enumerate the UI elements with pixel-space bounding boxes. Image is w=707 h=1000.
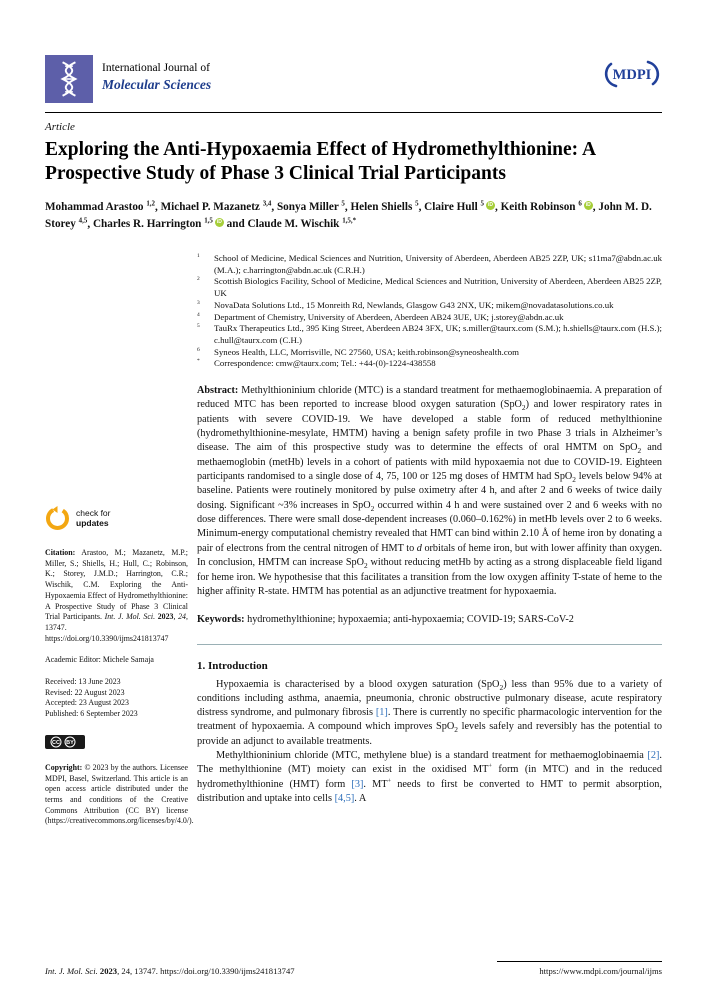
check-updates-label: check for updates — [76, 508, 111, 528]
affiliation: $^6$ Syneos Health, LLC, Morrisville, NC 27560, USA; keith.robinson@syneoshealth.com — [197, 346, 519, 357]
affiliation-list — [197, 253, 662, 370]
date-accepted: Accepted: 23 August 2023 — [45, 698, 129, 708]
citation-ref[interactable]: [3] — [351, 778, 364, 790]
citation-ref[interactable]: [2] — [647, 750, 660, 762]
dna-icon — [53, 61, 85, 97]
affiliation: $^3$ NovaData Solutions Ltd., 15 Monreith Rd, Newlands, Glasgow G43 2NX, UK; mikem@novadatasolutions.co.uk — [197, 299, 614, 310]
footer-year: 2023 — [97, 966, 118, 976]
author: Charles R. Harrington $^{1,5}$ iD — [92, 215, 222, 230]
journal-name — [102, 62, 211, 93]
author: Claire Hull $^5$ iD — [424, 199, 493, 213]
by-icon-text: BY — [66, 740, 74, 747]
affiliation: $^1$ School of Medicine, Medical Sciences and Nutrition, University of Aberdeen, Aberdeen AB25 2ZP, UK; s11ma7@abdn.ac.uk (M.A.); c.harrington@abdn.ac.uk (C.R.H.) — [197, 253, 662, 275]
date-received: Received: 13 June 2023 — [45, 677, 121, 687]
citation-authors: Arastoo, M.; Mazanetz, M.P.; Miller, S.; Shiells, H.; Hull, C.; Robinson, K.; Storey, J.M.D.; Harrington, C.R.; Wischik, C.M. — [45, 548, 188, 590]
footer-journal: Int. J. Mol. Sci. — [45, 966, 98, 976]
abstract-text: Methylthioninium chloride (MTC) is a standard treatment for methaemoglobinaemia. A preparation of reduced MTC has been reported to increase blood oxygen saturation (SpO$_2$) and lower respiratory rates in patients with severe COVID-19. We have developed a stable form of reduced methylthionine (hydromethylthionine-mesylate, HMTM) having a benign safety profile in two Phase 3 trials in Alzheimer’s disease. The aim of this prospective study was to determine the effects of oral HMTM on SpO$_2$ and methaemoglobin (metHb) levels in a cohort of patients with mild hypoxaemia not due to COVID-19. Eighteen participants randomised to a single dose of 4, 75, 100 or 125 mg doses of HMTM had SpO$_2$ levels below 94% at baseline. Patients were routinely monitored by pulse oximetry after 4 h, and after 2 and 6 weeks of twice daily dosing. Significant ~3% increases in SpO$_2$ occurred within 4 h and were sustained over 2 and 6 weeks with no dose differences. There were small dose-dependent increases (0.060–0.162%) in metHb levels over 2 to 6 weeks. Minimum-energy computational chemistry revealed that HMT can bind within 2.10 Å of heme iron by donating a pair of electrons from the central nitrogen of HMT to d orbitals of heme iron, but with lower affinity than oxygen. In conclusion, HMTM can increase SpO$_2$ without reducing metHb by acting as a strong displaceable field ligand for heme iron. We hypothesise that this facilitates a transition from the low oxygen affinity T-state of heme to the higher affinity R-state. HMTM has potential as an adjunctive treatment for hypoxaemia. — [197, 385, 663, 597]
header-divider — [45, 112, 662, 113]
affiliation: $^5$ TauRx Therapeutics Ltd., 395 King Street, Aberdeen AB24 3FX, UK; s.miller@taurx.com (S.M.); h.shiells@taurx.com (H.S.); c.hull@taurx.com (C.H.) — [197, 323, 662, 345]
abstract-label: Abstract: — [197, 385, 239, 397]
keywords-section — [197, 613, 662, 627]
footer-citation — [45, 966, 295, 976]
author: Mohammad Arastoo $^{1,2}$ — [45, 199, 155, 213]
date-published: Published: 6 September 2023 — [45, 709, 138, 719]
mdpi-logo[interactable] — [602, 58, 662, 95]
author: Helen Shiells $^5$ — [350, 199, 419, 213]
orcid-icon[interactable]: iD — [216, 218, 222, 225]
author-list: Mohammad Arastoo $^{1,2}$, Michael P. Mazanetz $^{3,4}$, Sonya Miller $^5$, Helen Shiells $^5$, Claire Hull $^5$ iD , Keith Robinson $^6$ iD , John M. D. Storey $^{4,5}$, Charles R. Harrington $^{1,5}$ iD and Claude M. Wischik $^{1,5,*}$ — [45, 199, 652, 230]
check-updates-icon — [45, 506, 70, 531]
footer-journal-url[interactable]: https://www.mdpi.com/journal/ijms — [539, 966, 662, 976]
date-revised: Revised: 22 August 2023 — [45, 687, 125, 697]
affiliation: $^2$ Scottish Biologics Facility, School of Medicine, Medical Sciences and Nutrition, University of Aberdeen, Aberdeen AB25 2ZP, UK — [197, 276, 662, 299]
cc-by-badge[interactable] — [45, 735, 188, 754]
journal-name-line1: International Journal of — [102, 62, 210, 74]
page-title: Exploring the Anti-Hypoxaemia Effect of Hydromethylthionine: A Prospective Study of Phase 3 Clinical Trial Participants — [45, 139, 595, 184]
body-paragraph: Methylthioninium chloride (MTC, methylene blue) is a standard treatment for methaemoglobinaemia [2]. The methylthionine (MT) moiety can exist in the oxidised MT+ form (in MTC) and in the reduced hydromethylthionine (HMT) form [3]. MT+ needs to first be converted to HMT to permit absorption, distribution and uptake into cells [4,5]. A — [197, 750, 662, 804]
footer-doi[interactable]: , 24, 13747. https://doi.org/10.3390/ijms241813747 — [117, 966, 295, 976]
abstract-section — [197, 384, 662, 599]
body-paragraph: Hypoxaemia is characterised by a blood oxygen saturation (SpO$_2$) less than 95% due to a variety of conditions including asthma, anaemia, pneumonia, chronic obstructive pulmonary disease, acute respiratory distress syndrome, and pulmonary fibrosis [1]. There is currently no specific pharmacologic intervention for the treatment of hypoxaemia. A compound which improves SpO$_2$ levels safely and reversibly has the potential to provide an adjunct to available treatments. — [197, 678, 662, 747]
journal-logo[interactable] — [45, 55, 93, 103]
author: Sonya Miller $^5$ — [276, 199, 345, 213]
cc-icon-text: CC — [52, 740, 60, 747]
orcid-icon[interactable]: iD — [488, 202, 493, 208]
citation-label: Citation: — [45, 548, 76, 557]
section-heading: 1. Introduction — [197, 659, 268, 672]
keywords-label: Keywords: — [197, 614, 245, 626]
citation-title: Exploring the Anti-Hypoxaemia Effect of Hydromethylthionine: A Prospective Study of Phase 3 Clinical Trial Participants. — [45, 580, 188, 622]
main-column — [197, 253, 662, 806]
mdpi-logo-text: MDPI — [612, 67, 652, 83]
orcid-icon[interactable]: iD — [585, 202, 591, 208]
author: Keith Robinson $^6$ iD — [500, 199, 591, 213]
mdpi-logo-icon — [602, 58, 662, 90]
academic-editor: Academic Editor: Michele Samaja — [45, 655, 154, 665]
citation-year: 2023 — [155, 612, 174, 622]
citation-block — [45, 548, 188, 644]
journal-name-line2: Molecular Sciences — [102, 77, 212, 92]
citation-ref[interactable]: [4,5] — [334, 792, 355, 804]
citation-journal: Int. J. Mol. Sci. — [104, 612, 156, 622]
sidebar — [45, 506, 194, 827]
copyright-label: Copyright: — [45, 762, 83, 772]
author: Claude M. Wischik $^{1,5,*}$ — [247, 215, 357, 230]
author: John M. D. Storey $^{4,5}$ — [45, 201, 652, 230]
affiliation: $^4$ Department of Chemistry, University of Aberdeen, Aberdeen AB24 3UE, UK; j.storey@abdn.ac.uk — [197, 311, 564, 322]
section-divider — [197, 644, 662, 645]
copyright-text: © 2023 by the authors. Licensee MDPI, Basel, Switzerland. This article is an open access article distributed under the terms and conditions of the Creative Commons Attribution (CC BY) license (https://creativecommons.org/licenses/by/4.0/). — [45, 762, 194, 826]
article-type-label: Article — [45, 121, 75, 133]
citation-ref[interactable]: [1] — [375, 707, 388, 719]
citation-doi[interactable]: , 13747. https://doi.org/10.3390/ijms241813747 — [45, 612, 188, 643]
citation-volume: , 24 — [173, 612, 186, 622]
author: Michael P. Mazanetz $^{3,4}$ — [160, 199, 272, 213]
history-dates — [45, 677, 188, 720]
check-updates-badge[interactable] — [45, 506, 188, 531]
affiliation: * Correspondence: cmw@taurx.com; Tel.: +44-(0)-1224-438558 — [197, 358, 436, 369]
keywords-text: hydromethylthionine; hypoxaemia; anti-hypoxaemia; COVID-19; SARS-CoV-2 — [247, 614, 574, 626]
copyright-block — [45, 762, 194, 827]
cc-by-icon — [45, 735, 85, 749]
footer-divider — [497, 961, 662, 962]
